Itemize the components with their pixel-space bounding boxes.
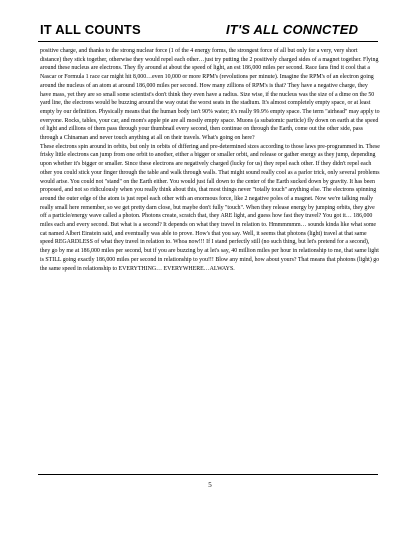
header-rule <box>38 41 378 42</box>
running-title-left: IT ALL COUNTS <box>40 22 141 37</box>
body-text <box>40 47 380 273</box>
paragraph-1: positive charge, and thanks to the strong nuclear force (1 of the 4 energy forms, the strongest force of all but only for a very, very short distance) they stick together, otherwise they would repel each other…just try putting the 2 positively charged sides of a magnet together. Flying around these nucleus are electrons. They fly around at about the speed of light, an est 186,000 miles per second. Race fans find it cool that a Nascar or Formula 1 race car might hit 8,000…even 10,000 or more RPM's (revolutions per minute). Imagine the RPM's of an electron going around the nucleus of an atom at around 186,000 miles per second. How many zillions of RPM's is that? They have a negative charge, they have mass, yet they are so small some scientist's don't think they even have a radius. Size wise, if the nucleus was the size of a dime on the 50 yard line, the electrons would be buzzing around the way outat the worst seats in the stadium. It's almost completely empty space, or at least empty by our definition. Physically means that the human body isn't 90% water; it's really 99.9% empty space. The term "airhead" may apply to everyone. Rocks, tables, your car, and mom's apple pie are all mostly empty space. Muons (a subatomic particle) fly down on earth at the speed of light and zillions of them pass through your thumbnail every second, then continue on through the Earth, come out the other side, pass through a Chinaman and never touch anything at all on their travels. What's going on here? <box>40 48 380 142</box>
page-number: 5 <box>208 481 212 489</box>
running-title-right: IT'S ALL CONNCTED <box>226 22 359 37</box>
footer-rule <box>38 474 378 475</box>
paragraph-2: These electrons spin around in orbits, but only in orbits of differing and pre-determined sizes according to those laws pre-programmed in. These frisky little electrons can jump from one orbit to another, either a bigger or smaller orbit, and release or gather energy as they jump, depending upon whether it's bigger or smaller. Since these electrons are negatively charged (lucky for us) they repel each other. If they didn't repel each other you could stick your finger through the table and walk through walls. That might sound really cool as a parlor trick, only several problems would arise. You could not "stand" on the Earth either. You would just fall down to the center of the Earth sucked down by gravity. It has been proposed, and not so ridiculously when you really think about this, that most things never "totally touch" anything else. The electrons spinning around the outer edge of the atom is just repel each other with an enormous force, like 2 negative poles of a magnet. Now we're talking really really small here remember, so we get pretty darn close, but maybe don't fully "touch". When they release energy by jumping orbits, they give off a particle/energy wave called a photon. Photons create, scratch that, they ARE light, and guess how fast they travel? You got it… 186,000 miles each and every second. But what is a second? It depends on what they travel in relation to. Hmmmmmm… sounds kinda like what some cat named Albert Einstein said, and eventually was able to prove. How's that you say. Well, it seems that photons (light) travel at that same speed REGARDLESS of what they travel in relation to. Whoa now!!! If I stand perfectly still (no such thing, but let's pretend for a second), they go by me at 186,000 miles per second, but if you are buzzing by at let's say, 40 million miles per hour in relationship to me, that same light is STILL going exactly 186,000 miles per second in relationship to you!!! Blow any mind, how about yours? That means that photons (light) go the same speed in relationship to EVERYTHING… EVERYWHERE…ALWAYS. <box>40 143 380 272</box>
page-header <box>0 22 420 42</box>
